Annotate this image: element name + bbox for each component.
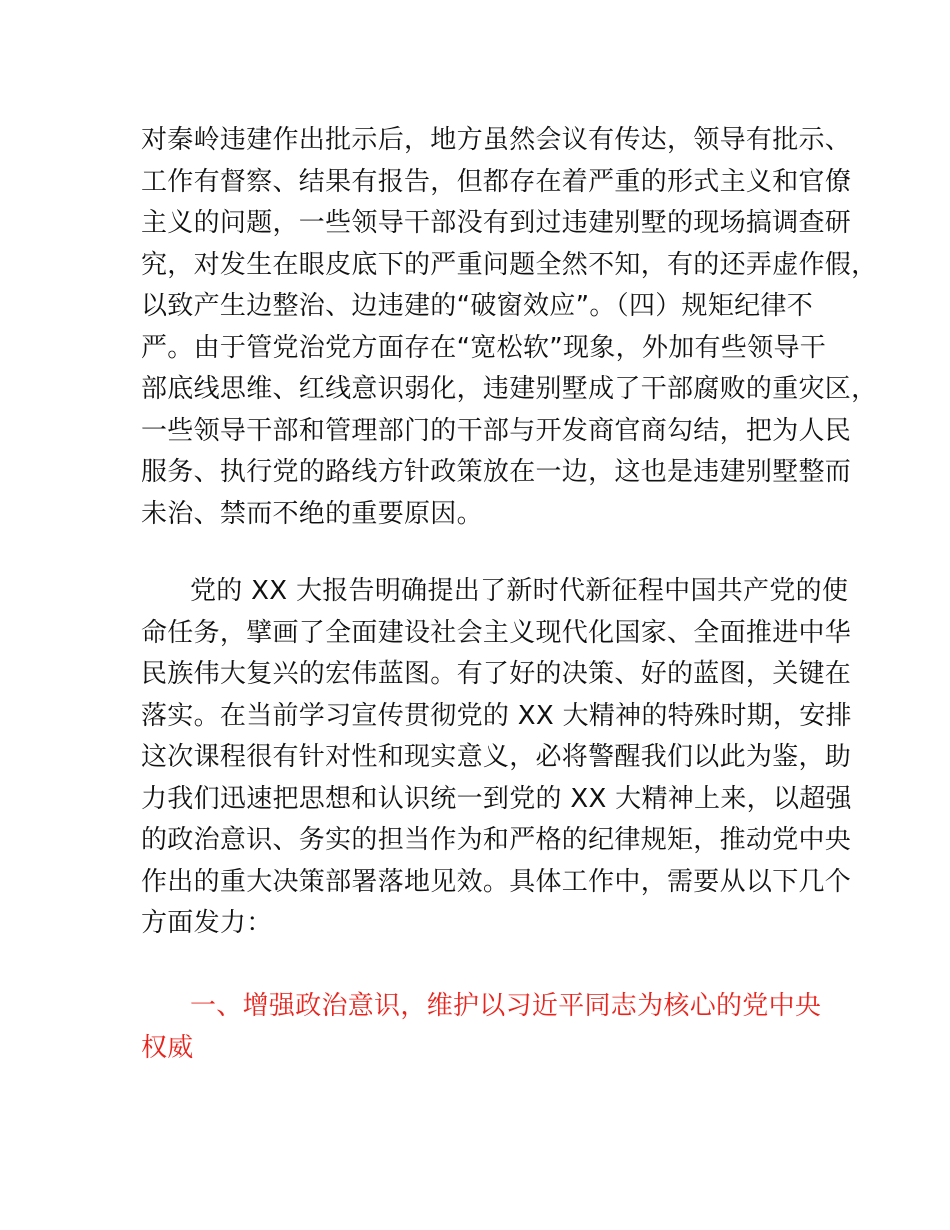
heading-line: 一、增强政治意识，维护以习近平同志为核心的党中央 [190,991,822,1021]
paragraph-line: 民族伟大复兴的宏伟蓝图。有了好的决策、好的蓝图，关键在 [141,659,852,689]
section-heading-1 [141,986,841,1069]
paragraph-line: 作出的重大决策部署落地见效。具体工作中，需要从以下几个 [141,866,852,897]
heading-line: 权威 [141,1032,194,1063]
paragraph-line: 工作有督察、结果有报告，但都存在着严重的形式主义和官僚 [141,166,852,197]
paragraph-line: 命任务，擘画了全面建设社会主义现代化国家、全面推进中华 [141,617,852,648]
paragraph-line: 以致产生边整治、边违建的“破窗效应”。（四）规矩纪律不 [141,291,814,321]
body-paragraph-1 [141,120,878,535]
paragraph-line: 究，对发生在眼皮底下的严重问题全然不知，有的还弄虚作假， [141,249,878,280]
paragraph-line: 的政治意识、务实的担当作为和严格的纪律规矩，推动党中央 [141,825,852,855]
paragraph-line: 党的 XX 大报告明确提出了新时代新征程中国共产党的使 [190,576,849,606]
body-paragraph-2 [141,571,852,945]
paragraph-line: 方面发力： [141,908,273,938]
paragraph-line: 对秦岭违建作出批示后，地方虽然会议有传达，领导有批示、 [141,125,852,155]
paragraph-line: 部底线思维、红线意识弱化，违建别墅成了干部腐败的重灾区， [141,374,878,404]
paragraph-line: 服务、执行党的路线方针政策放在一边，这也是违建别墅整而 [141,457,852,487]
paragraph-line: 落实。在当前学习宣传贯彻党的 XX 大精神的特殊时期，安排 [141,700,852,731]
paragraph-line: 严。由于管党治党方面存在“宽松软”现象，外加有些领导干 [141,332,827,363]
paragraph-line: 力我们迅速把思想和认识统一到党的 XX 大精神上来，以超强 [141,783,852,814]
paragraph-line: 未治、禁而不绝的重要原因。 [141,498,483,529]
paragraph-line: 主义的问题，一些领导干部没有到过违建别墅的现场搞调查研 [141,208,852,238]
paragraph-line: 一些领导干部和管理部门的干部与开发商官商勾结，把为人民 [141,415,852,446]
paragraph-line: 这次课程很有针对性和现实意义，必将警醒我们以此为鉴，助 [141,742,852,772]
